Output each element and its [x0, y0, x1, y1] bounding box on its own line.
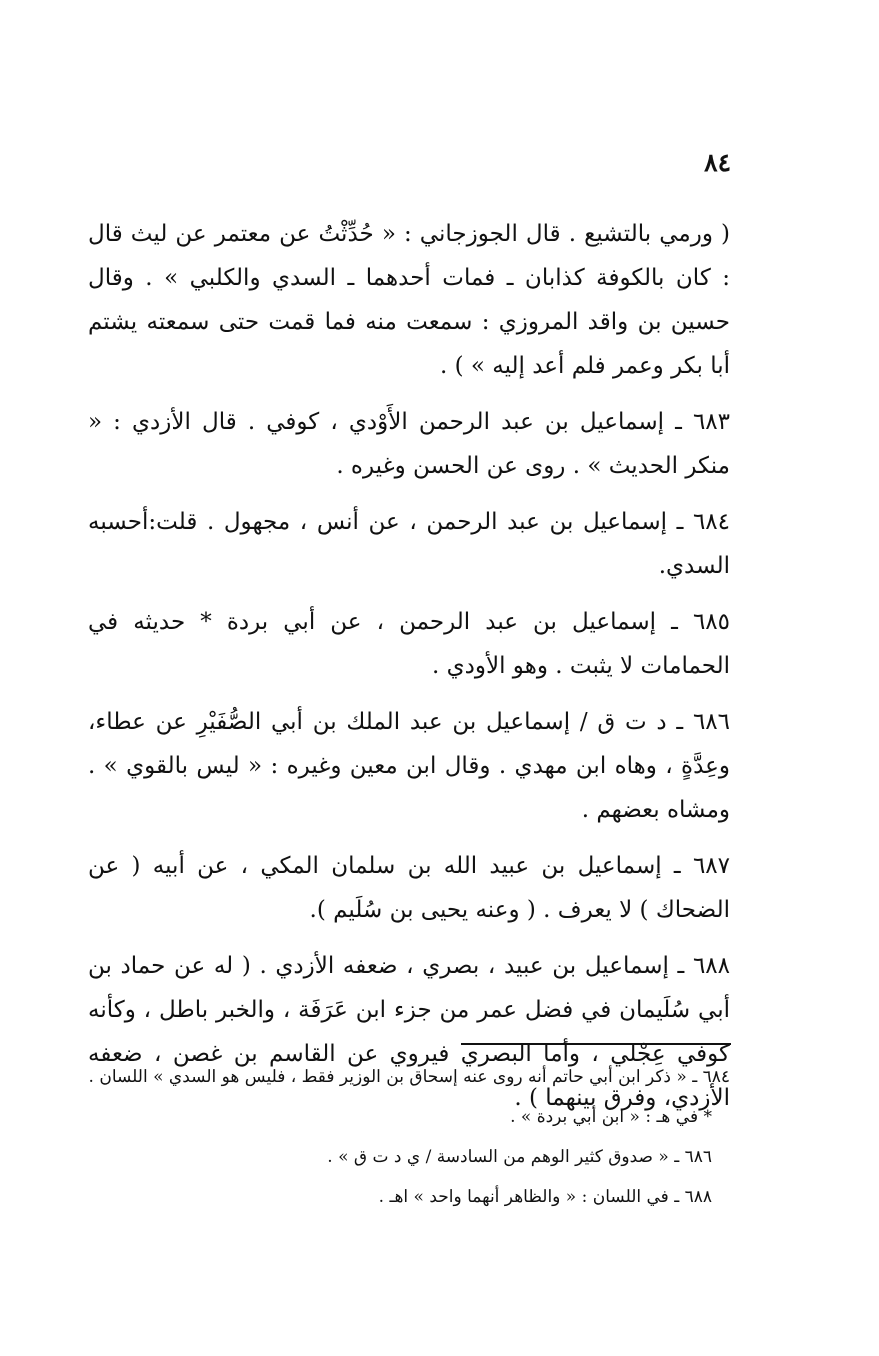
page-number: ٨٤ [704, 148, 731, 177]
footnote-star: * في هـ : « ابن أبي بردة » . [510, 1107, 712, 1127]
entry-683: ٦٨٣ ـ إسماعيل بن عبد الرحمن الأَوْدي ، كوفي . قال الأزدي : « منكر الحديث » . روى عن الحسن وغيره . [88, 409, 730, 479]
footnote-684: ٦٨٤ ـ « ذكر ابن أبي حاتم أنه روى عنه إسحاق بن الوزير فقط ، فليس هو السدي » اللسان . [88, 1067, 730, 1087]
footnote-688: ٦٨٨ ـ في اللسان : « والظاهر أنهما واحد » اهـ . [378, 1187, 712, 1207]
entry-684: ٦٨٤ ـ إسماعيل بن عبد الرحمن ، عن أنس ، مجهول . قلت:أحسبه السدي. [88, 509, 730, 579]
entry-686: ٦٨٦ ـ د ت ق / إسماعيل بن عبد الملك بن أبي الصُّفَيْرِ عن عطاء، وعِدَّةٍ ، وهاه ابن مهدي . وقال ابن معين وغيره : « ليس بالقوي » . ومشاه بعضهم . [88, 709, 730, 823]
main-text [88, 212, 730, 1132]
entry-continuation: ( ورمي بالتشيع . قال الجوزجاني : « حُدِّثْتُ عن معتمر عن ليث قال : كان بالكوفة كذابان ـ فمات أحدهما ـ السدي والكلبي » . وقال حسين بن واقد المروزي : سمعت منه فما قمت حتى سمعته يشتم أبا بكر وعمر فلم أعد إليه » ) . [88, 221, 730, 379]
entry-687: ٦٨٧ ـ إسماعيل بن عبيد الله بن سلمان المكي ، عن أبيه ( عن الضحاك ) لا يعرف . ( وعنه يحيى بن سُلَيم ). [88, 853, 730, 923]
footnote-686: ٦٨٦ ـ « صدوق كثير الوهم من السادسة / ي د ت ق » . [327, 1147, 712, 1167]
footnotes [88, 1062, 730, 1222]
entry-685: ٦٨٥ ـ إسماعيل بن عبد الرحمن ، عن أبي بردة * حديثه في الحمامات لا يثبت . وهو الأودي . [88, 609, 730, 679]
entry-688: ٦٨٨ ـ إسماعيل بن عبيد ، بصري ، ضعفه الأزدي . ( له عن حماد بن أبي سُلَيمان في فضل عمر من جزء ابن عَرَفَة ، والخبر باطل ، وكأنه كوفي عِجْلي ، وأما البصري فيروي عن القاسم بن غصن ، ضعفه الأزدي، وفرق بينهما ) . [88, 953, 730, 1111]
footnote-divider [461, 1043, 731, 1045]
